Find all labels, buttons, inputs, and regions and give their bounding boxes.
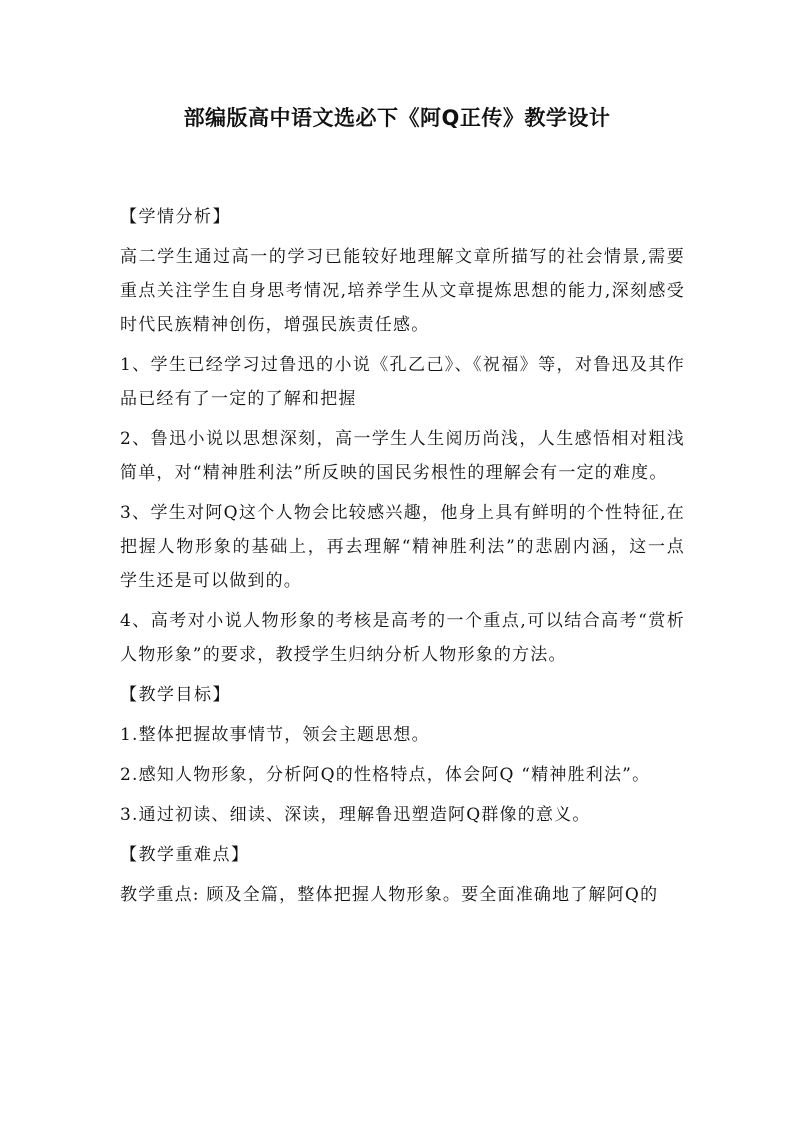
- learning-analysis-point-2: 2、鲁迅小说以思想深刻，高一学生人生阅历尚浅，人生感悟相对粗浅简单，对“精神胜利法”所反映的国民劣根性的理解会有一定的难度。: [120, 429, 685, 483]
- section-heading-key-points: 【教学重难点】: [120, 845, 250, 865]
- page-title: 部编版高中语文选必下《阿Q正传》教学设计: [183, 106, 611, 130]
- learning-analysis-point-1: 1、学生已经学习过鲁迅的小说《孔乙己》、《祝福》等，对鲁迅及其作品已经有了一定的了解和把握: [120, 355, 685, 409]
- key-points-text: 教学重点: 顾及全篇，整体把握人物形象。要全面准确地了解阿Q的: [120, 885, 659, 905]
- section-heading-learning-analysis: 【学情分析】: [120, 207, 231, 227]
- learning-analysis-point-4: 4、高考对小说人物形象的考核是高考的一个重点,可以结合高考“赏析人物形象”的要求，教授学生归纳分析人物形象的方法。: [120, 611, 685, 665]
- section-heading-teaching-goals: 【教学目标】: [120, 685, 231, 705]
- learning-analysis-intro: 高二学生通过高一的学习已能较好地理解文章所描写的社会情景,需要重点关注学生自身思考情况,培养学生从文章提炼思想的能力,深刻感受时代民族精神创伤，增强民族责任感。: [120, 247, 685, 335]
- document-body: [120, 200, 685, 918]
- teaching-goal-1: 1.整体把握故事情节，领会主题思想。: [120, 725, 430, 745]
- teaching-goal-2: 2.感知人物形象，分析阿Q的性格特点，体会阿Q “精神胜利法”。: [120, 765, 651, 785]
- learning-analysis-point-3: 3、学生对阿Q这个人物会比较感兴趣，他身上具有鲜明的个性特征,在把握人物形象的基础上，再去理解“精神胜利法”的悲剧内涵，这一点学生还是可以做到的。: [120, 503, 685, 591]
- teaching-goal-3: 3.通过初读、细读、深读，理解鲁迅塑造阿Q群像的意义。: [120, 805, 591, 825]
